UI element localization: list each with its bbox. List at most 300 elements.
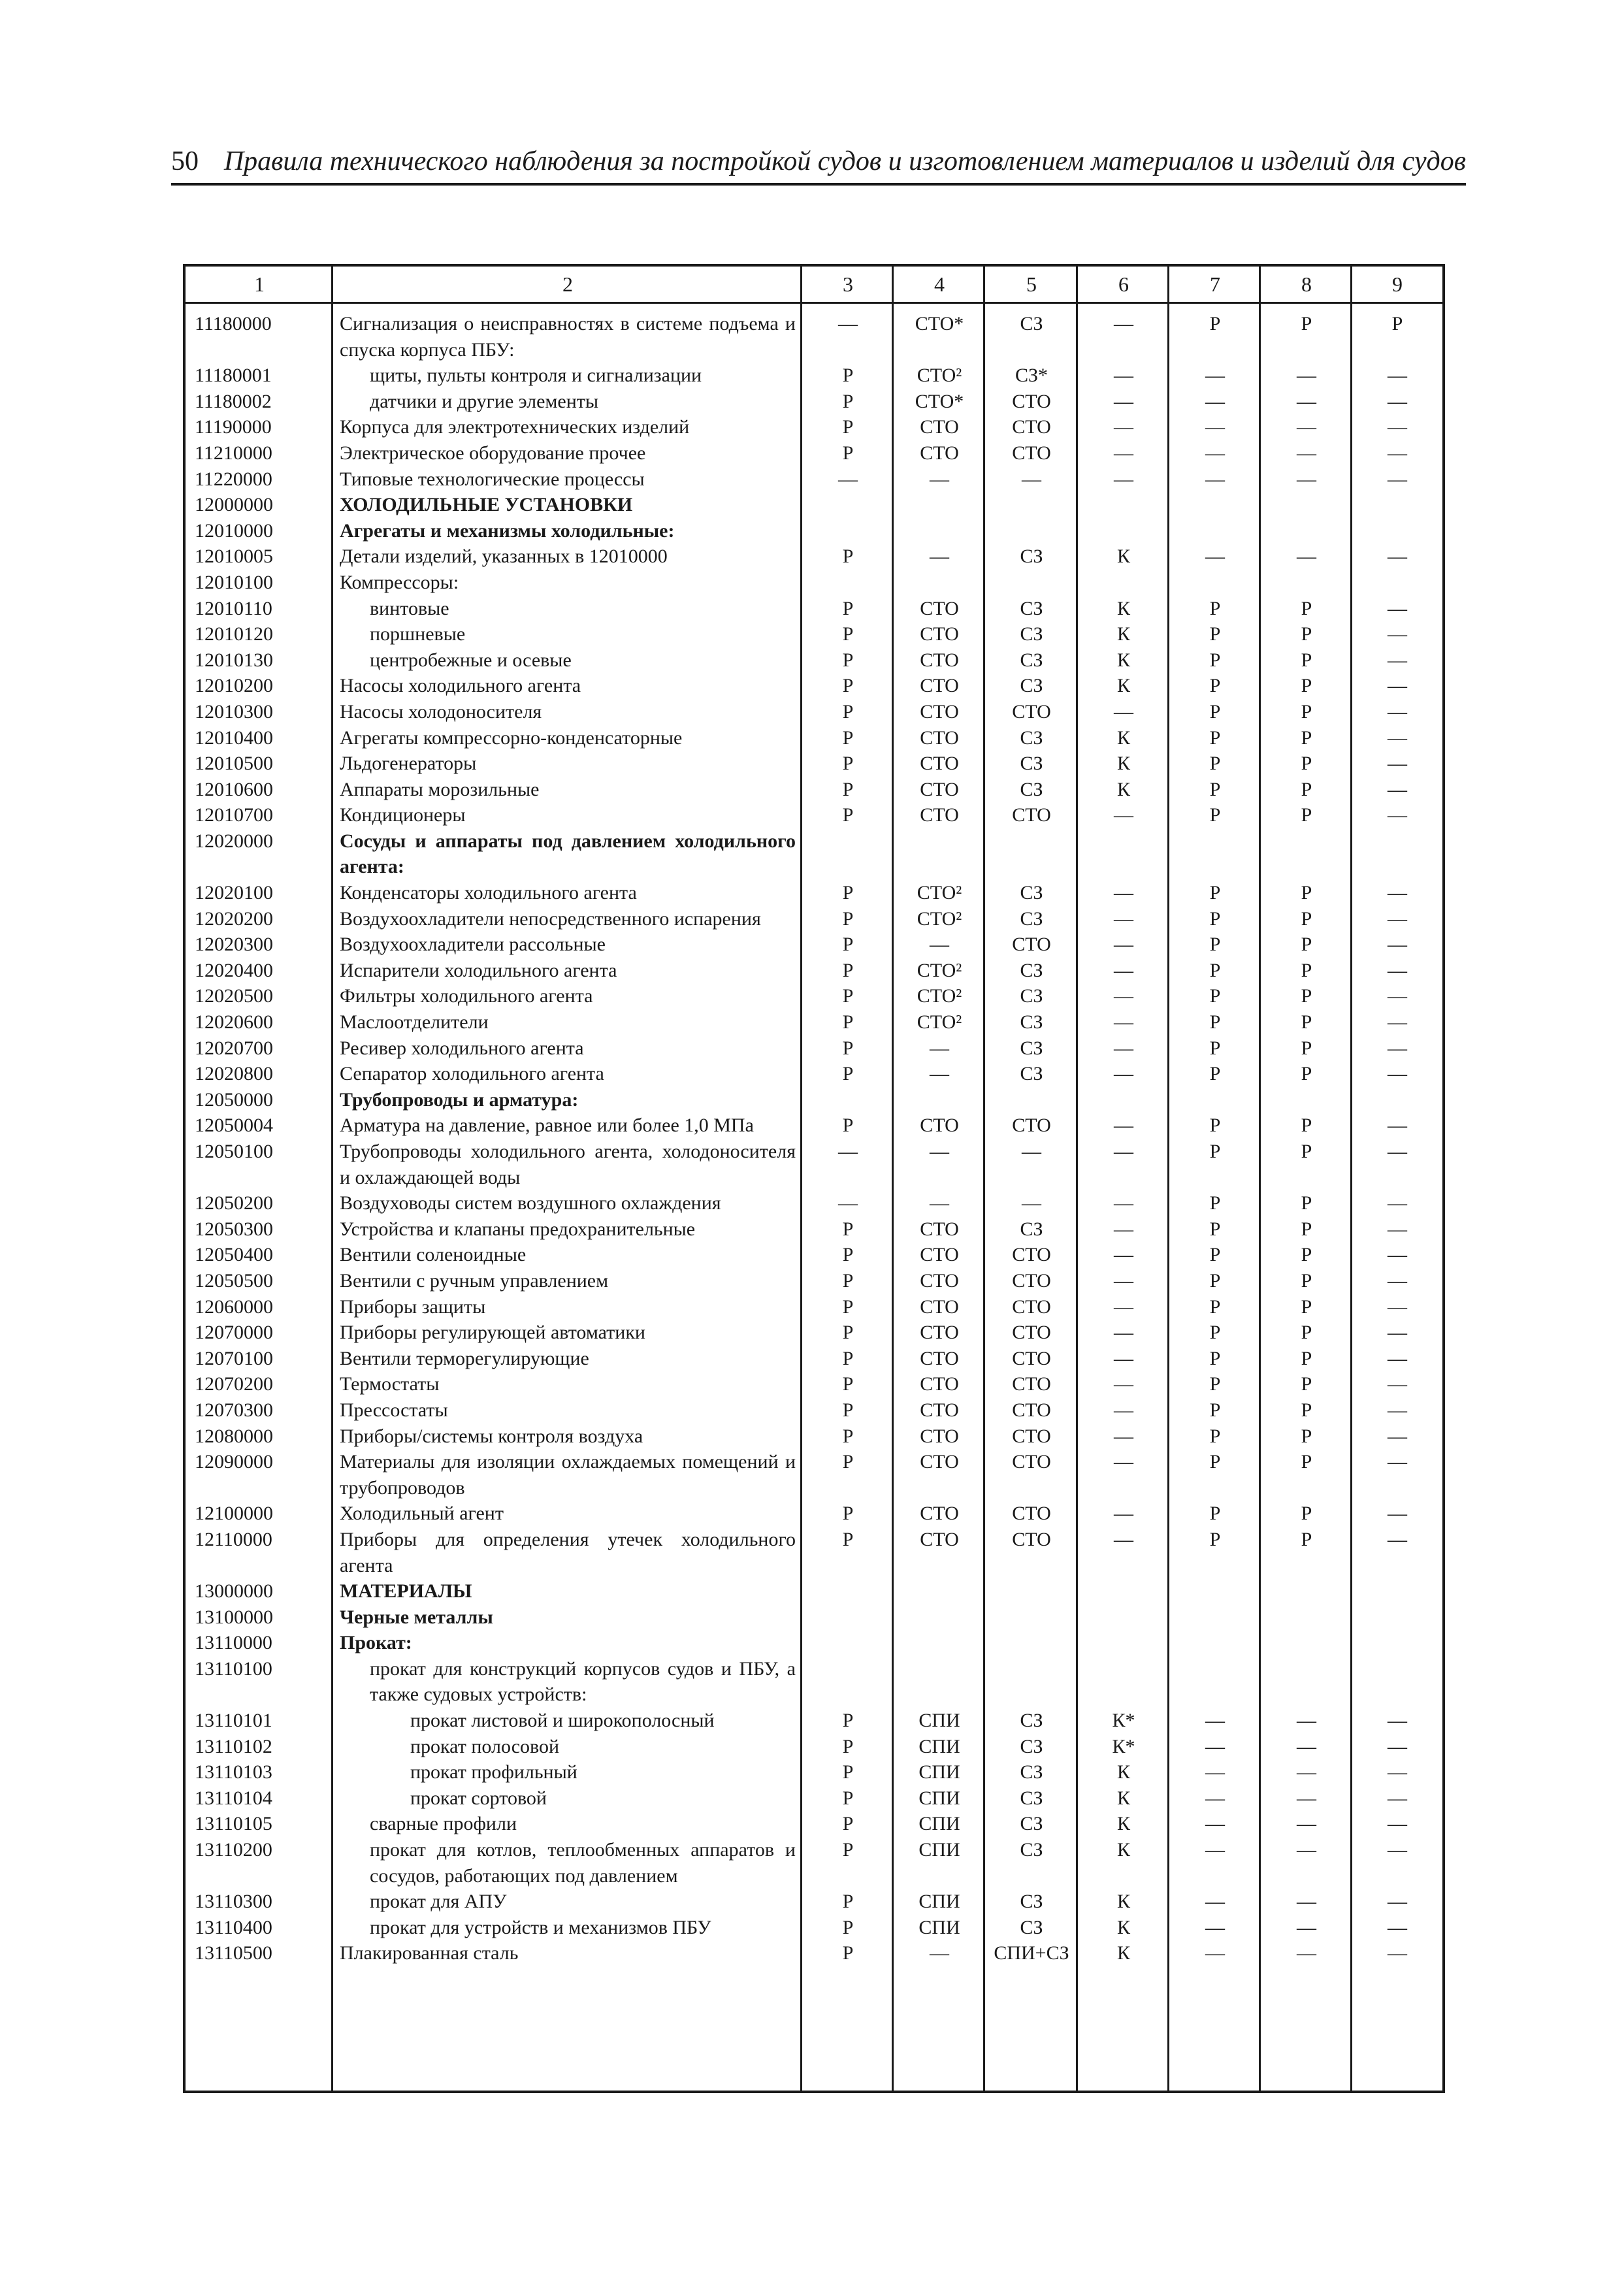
cell-col-9: —	[1388, 778, 1407, 800]
cell-col-3: Р	[842, 907, 854, 930]
cell-col-4: СТО*	[915, 313, 964, 334]
cell-col-6	[1078, 518, 1169, 544]
cell-col-5: СЗ	[1020, 597, 1043, 619]
cell-col-4: —	[930, 1942, 949, 1964]
cell-col-4: СТО	[920, 1451, 959, 1473]
cell-col-3: Р	[842, 1244, 854, 1266]
cell-col-3: Р	[842, 1503, 854, 1525]
item-code: 12050000	[195, 1088, 273, 1111]
cell-col-5: СЗ	[1020, 313, 1043, 334]
cell-col-7: Р	[1209, 1011, 1221, 1034]
cell-col-5: СЗ	[1020, 726, 1043, 749]
item-code: 12010600	[195, 778, 273, 800]
item-name: Компрессоры:	[340, 571, 459, 593]
column-header: 6	[1118, 272, 1129, 296]
cell-col-5: СПИ+СЗ	[994, 1942, 1069, 1964]
cell-col-4: СТО	[920, 649, 959, 671]
cell-col-6: К	[1116, 1839, 1130, 1861]
cell-col-6: —	[1114, 882, 1133, 904]
cell-col-4: СТО	[920, 1425, 959, 1447]
cell-col-3: Р	[842, 1011, 854, 1034]
item-code: 12020300	[195, 934, 273, 956]
item-code: 12020100	[195, 882, 273, 904]
cell-col-4: —	[930, 1192, 949, 1214]
cell-col-9	[1352, 1578, 1442, 1604]
item-name: винтовые	[370, 597, 449, 619]
cell-col-7	[1169, 518, 1261, 544]
cell-col-6: К	[1116, 649, 1130, 671]
cell-col-7	[1169, 1578, 1261, 1604]
cell-col-9: —	[1388, 804, 1407, 826]
cell-col-6: —	[1114, 1063, 1133, 1085]
table-row	[186, 1061, 1442, 1087]
cell-col-7: Р	[1209, 985, 1221, 1007]
cell-col-3: Р	[842, 390, 854, 412]
item-code: 12070200	[195, 1373, 273, 1395]
table-row	[186, 1630, 1442, 1656]
cell-col-8: Р	[1301, 649, 1312, 671]
item-name: Конденсаторы холодильного агента	[340, 882, 637, 904]
cell-col-8: Р	[1301, 1192, 1312, 1214]
cell-col-3: —	[838, 313, 858, 334]
table-row	[186, 1811, 1442, 1837]
cell-col-3: Р	[842, 1735, 854, 1757]
cell-col-6: —	[1114, 700, 1133, 723]
item-name: Электрическое оборудование прочее	[340, 442, 646, 464]
cell-col-4: СТО	[920, 1399, 959, 1421]
running-title: Правила технического наблюдения за постройкой судов и изготовлением материалов и изделий для судов	[223, 146, 1466, 176]
cell-col-5	[985, 828, 1078, 880]
item-name: ХОЛОДИЛЬНЫЕ УСТАНОВКИ	[340, 494, 633, 516]
table-row	[186, 302, 1442, 363]
cell-col-9: —	[1388, 1373, 1407, 1395]
table-row	[186, 699, 1442, 725]
cell-col-5: СЗ	[1020, 545, 1043, 568]
cell-col-7	[1169, 492, 1261, 518]
cell-col-3: Р	[842, 753, 854, 775]
cell-col-4	[894, 1630, 985, 1656]
cell-col-3	[802, 518, 894, 544]
cell-col-8: Р	[1301, 675, 1312, 697]
cell-col-9	[1352, 828, 1442, 880]
cell-col-5: —	[1022, 1192, 1041, 1214]
cell-col-4: СТО	[920, 1295, 959, 1318]
cell-col-7: Р	[1209, 753, 1221, 775]
cell-col-3: Р	[842, 1813, 854, 1835]
cell-col-8: —	[1297, 390, 1316, 412]
cell-col-7: —	[1205, 416, 1225, 438]
item-code: 12010130	[195, 649, 273, 671]
cell-col-9	[1352, 492, 1442, 518]
cell-col-8	[1261, 570, 1352, 596]
item-code: 12010700	[195, 804, 273, 826]
cell-col-6: —	[1114, 1011, 1133, 1034]
item-name: Льдогенераторы	[340, 753, 477, 775]
cell-col-4	[894, 1087, 985, 1113]
cell-col-8: Р	[1301, 1063, 1312, 1085]
cell-col-4: —	[930, 1063, 949, 1085]
item-name: Воздухоохладители непосредственного испарения	[340, 907, 761, 930]
cell-col-4: СТО²	[917, 985, 962, 1007]
cell-col-4: СТО	[920, 778, 959, 800]
cell-col-7: —	[1205, 1942, 1225, 1964]
cell-col-7: Р	[1209, 1347, 1221, 1369]
table-row	[186, 1087, 1442, 1113]
cell-col-6: К	[1116, 675, 1130, 697]
cell-col-5: СЗ	[1020, 649, 1043, 671]
cell-col-8: Р	[1301, 882, 1312, 904]
cell-col-6: —	[1114, 1503, 1133, 1525]
item-name: Устройства и клапаны предохранительные	[340, 1218, 696, 1240]
cell-col-8: Р	[1301, 1373, 1312, 1395]
table-row	[186, 983, 1442, 1009]
cell-col-5: СТО	[1012, 1244, 1051, 1266]
cell-col-6: —	[1114, 1347, 1133, 1369]
cell-col-6	[1078, 570, 1169, 596]
cell-col-9: —	[1388, 545, 1407, 568]
cell-col-9: —	[1388, 1269, 1407, 1292]
cell-col-3: Р	[842, 1037, 854, 1059]
cell-col-9: —	[1388, 1192, 1407, 1214]
cell-col-8: —	[1297, 1916, 1316, 1938]
cell-col-9: —	[1388, 1528, 1407, 1550]
cell-col-9: —	[1388, 1037, 1407, 1059]
cell-col-8: Р	[1301, 1011, 1312, 1034]
item-code: 13110300	[195, 1891, 272, 1913]
table-row	[186, 1294, 1442, 1320]
column-header-row	[186, 267, 1442, 302]
cell-col-3	[802, 1656, 894, 1708]
cell-col-3: Р	[842, 545, 854, 568]
cell-col-6: —	[1114, 1037, 1133, 1059]
data-table	[186, 267, 1442, 1966]
item-code: 11220000	[195, 468, 272, 490]
cell-col-9: —	[1388, 1813, 1407, 1835]
table-row	[186, 1035, 1442, 1062]
item-code: 12070100	[195, 1347, 273, 1369]
table-row	[186, 1708, 1442, 1734]
cell-col-5: —	[1022, 1141, 1041, 1162]
cell-col-6: —	[1114, 934, 1133, 956]
cell-col-3: Р	[842, 442, 854, 464]
cell-col-6: —	[1114, 1269, 1133, 1292]
cell-col-8	[1261, 518, 1352, 544]
cell-col-8: Р	[1301, 1218, 1312, 1240]
cell-col-7: Р	[1209, 1451, 1221, 1473]
cell-col-3: Р	[842, 1218, 854, 1240]
column-header: 8	[1301, 272, 1312, 296]
table-row	[186, 1216, 1442, 1243]
item-code: 12000000	[195, 494, 273, 516]
cell-col-8: Р	[1301, 1425, 1312, 1447]
item-code: 13110100	[195, 1657, 272, 1680]
cell-col-9: —	[1388, 1011, 1407, 1034]
cell-col-3	[802, 828, 894, 880]
cell-col-9: —	[1388, 468, 1407, 490]
cell-col-4: СТО	[920, 1347, 959, 1369]
cell-col-4: СТО	[920, 623, 959, 645]
cell-col-6: —	[1114, 1115, 1133, 1137]
table-row	[186, 802, 1442, 828]
cell-col-5: СЗ	[1020, 675, 1043, 697]
cell-col-3: Р	[842, 365, 854, 387]
cell-col-5: СТО	[1012, 700, 1051, 723]
cell-col-6: —	[1114, 1192, 1133, 1214]
item-code: 12010200	[195, 675, 273, 697]
cell-col-4	[894, 1604, 985, 1631]
table-row	[186, 1009, 1442, 1035]
cell-col-7: —	[1205, 545, 1225, 568]
cell-col-7: Р	[1209, 1322, 1221, 1344]
cell-col-7: Р	[1209, 675, 1221, 697]
cell-col-9: —	[1388, 365, 1407, 387]
cell-col-9: —	[1388, 1761, 1407, 1783]
cell-col-9: —	[1388, 1735, 1407, 1757]
item-code: 12020600	[195, 1011, 273, 1034]
cell-col-3: Р	[842, 1063, 854, 1085]
item-name: Аппараты морозильные	[340, 778, 540, 800]
cell-col-3: Р	[842, 934, 854, 956]
cell-col-9: —	[1388, 700, 1407, 723]
cell-col-6: К	[1116, 778, 1130, 800]
cell-col-7: Р	[1209, 726, 1221, 749]
cell-col-3: Р	[842, 649, 854, 671]
item-code: 12010100	[195, 571, 273, 593]
cell-col-9: —	[1388, 1451, 1407, 1473]
item-name: прокат для котлов, теплообменных аппаратов и сосудов, работающих под давлением	[370, 1839, 796, 1887]
cell-col-5: СЗ	[1020, 1011, 1043, 1034]
cell-col-4: СТО	[920, 1322, 959, 1344]
cell-col-9: —	[1388, 1063, 1407, 1085]
cell-col-6: К	[1116, 545, 1130, 568]
table-row	[186, 570, 1442, 596]
cell-col-5: СЗ	[1020, 778, 1043, 800]
cell-col-7: Р	[1209, 597, 1221, 619]
classification-table	[183, 264, 1445, 2093]
item-code: 12100000	[195, 1503, 273, 1525]
item-name: прокат сортовой	[410, 1787, 547, 1809]
cell-col-5: СЗ	[1020, 1735, 1043, 1757]
cell-col-6: —	[1114, 1322, 1133, 1344]
cell-col-7: Р	[1209, 1425, 1221, 1447]
cell-col-8: —	[1297, 1761, 1316, 1783]
item-code: 12010110	[195, 597, 272, 619]
cell-col-9: —	[1388, 1942, 1407, 1964]
cell-col-7: Р	[1209, 1063, 1221, 1085]
cell-col-7	[1169, 828, 1261, 880]
cell-col-9	[1352, 1630, 1442, 1656]
item-name: Вентили с ручным управлением	[340, 1269, 609, 1292]
cell-col-3	[802, 570, 894, 596]
cell-col-9	[1352, 1604, 1442, 1631]
cell-col-8	[1261, 492, 1352, 518]
cell-col-5: СТО	[1012, 1503, 1051, 1525]
table-row	[186, 440, 1442, 466]
item-name: Маслоотделители	[340, 1011, 489, 1034]
cell-col-3	[802, 492, 894, 518]
cell-col-6: —	[1114, 365, 1133, 387]
item-name: Прокат:	[340, 1632, 412, 1654]
cell-col-7: —	[1205, 365, 1225, 387]
cell-col-5	[985, 492, 1078, 518]
cell-col-8	[1261, 1087, 1352, 1113]
cell-col-8: Р	[1301, 623, 1312, 645]
cell-col-3: Р	[842, 700, 854, 723]
item-name: Приборы регулирующей автоматики	[340, 1322, 645, 1344]
cell-col-5: СТО	[1012, 1347, 1051, 1369]
cell-col-5: СТО	[1012, 1451, 1051, 1473]
cell-col-3: —	[838, 1141, 858, 1162]
item-code: 12110000	[195, 1528, 272, 1550]
cell-col-3: —	[838, 468, 858, 490]
cell-col-4: —	[930, 1141, 949, 1162]
cell-col-5: СЗ	[1020, 1037, 1043, 1059]
item-code: 12010000	[195, 519, 273, 542]
cell-col-4	[894, 1578, 985, 1604]
cell-col-4: СТО	[920, 700, 959, 723]
cell-col-5: СЗ*	[1015, 365, 1048, 387]
cell-col-3: Р	[842, 597, 854, 619]
item-name: Плакированная сталь	[340, 1942, 519, 1964]
table-row	[186, 1759, 1442, 1785]
cell-col-4: СПИ	[918, 1813, 960, 1835]
cell-col-6: К	[1116, 753, 1130, 775]
item-code: 12010120	[195, 623, 273, 645]
cell-col-5: СЗ	[1020, 1813, 1043, 1835]
cell-col-5: СЗ	[1020, 1218, 1043, 1240]
cell-col-9: —	[1388, 390, 1407, 412]
cell-col-5: СТО	[1012, 390, 1051, 412]
cell-col-4: СТО	[920, 1503, 959, 1525]
cell-col-5: СТО	[1012, 1399, 1051, 1421]
cell-col-3: Р	[842, 1425, 854, 1447]
cell-col-3: Р	[842, 1891, 854, 1913]
cell-col-4: СТО	[920, 1528, 959, 1550]
cell-col-5: СТО	[1012, 1269, 1051, 1292]
cell-col-7: Р	[1209, 882, 1221, 904]
cell-col-6: —	[1114, 985, 1133, 1007]
cell-col-7: Р	[1209, 1218, 1221, 1240]
cell-col-6: —	[1114, 1218, 1133, 1240]
table-row	[186, 363, 1442, 389]
cell-col-6: К*	[1112, 1710, 1135, 1732]
cell-col-4: СТО²	[917, 1011, 962, 1034]
cell-col-8	[1261, 828, 1352, 880]
item-name: Насосы холодоносителя	[340, 700, 542, 723]
table-row	[186, 880, 1442, 906]
cell-col-7	[1169, 1604, 1261, 1631]
cell-col-5: СТО	[1012, 416, 1051, 438]
cell-col-4: СТО²	[917, 907, 962, 930]
item-name: Приборы для определения утечек холодильного агента	[340, 1528, 796, 1576]
item-name: Ресивер холодильного агента	[340, 1037, 584, 1059]
cell-col-7: Р	[1209, 959, 1221, 981]
cell-col-9: —	[1388, 882, 1407, 904]
cell-col-6: —	[1114, 804, 1133, 826]
item-code: 13110102	[195, 1735, 272, 1757]
cell-col-6: К	[1116, 1813, 1130, 1835]
cell-col-9: —	[1388, 1891, 1407, 1913]
table-row	[186, 1242, 1442, 1268]
cell-col-5	[985, 1578, 1078, 1604]
item-name: Агрегаты компрессорно-конденсаторные	[340, 726, 683, 749]
cell-col-3: Р	[842, 1269, 854, 1292]
cell-col-4	[894, 570, 985, 596]
item-name: датчики и другие элементы	[370, 390, 599, 412]
cell-col-3: —	[838, 1192, 858, 1214]
table-body	[186, 302, 1442, 1966]
cell-col-6	[1078, 1604, 1169, 1631]
cell-col-9: —	[1388, 1115, 1407, 1137]
cell-col-5	[985, 1087, 1078, 1113]
cell-col-9: —	[1388, 416, 1407, 438]
cell-col-9: —	[1388, 753, 1407, 775]
table-row	[186, 1371, 1442, 1397]
cell-col-3: Р	[842, 1373, 854, 1395]
item-code: 12020700	[195, 1037, 273, 1059]
cell-col-5: СЗ	[1020, 753, 1043, 775]
cell-col-3: Р	[842, 1916, 854, 1938]
cell-col-5: СТО	[1012, 1373, 1051, 1395]
column-header: 5	[1026, 272, 1037, 296]
item-code: 12050500	[195, 1269, 273, 1292]
cell-col-8: —	[1297, 442, 1316, 464]
cell-col-8: Р	[1301, 1244, 1312, 1266]
cell-col-9: —	[1388, 959, 1407, 981]
column-header: 2	[562, 272, 573, 296]
cell-col-9: —	[1388, 1787, 1407, 1809]
cell-col-3: Р	[842, 1787, 854, 1809]
cell-col-7: —	[1205, 1813, 1225, 1835]
cell-col-8	[1261, 1656, 1352, 1708]
cell-col-8: —	[1297, 545, 1316, 568]
cell-col-7: Р	[1209, 1244, 1221, 1266]
cell-col-9: —	[1388, 649, 1407, 671]
cell-col-5	[985, 1656, 1078, 1708]
cell-col-7: Р	[1209, 907, 1221, 930]
cell-col-6: —	[1114, 313, 1133, 334]
cell-col-7: —	[1205, 1891, 1225, 1913]
item-name: Арматура на давление, равное или более 1,0 МПа	[340, 1115, 754, 1137]
cell-col-8: —	[1297, 468, 1316, 490]
cell-col-8: Р	[1301, 907, 1312, 930]
cell-col-9: —	[1388, 1399, 1407, 1421]
cell-col-4	[894, 492, 985, 518]
table-row	[186, 673, 1442, 699]
table-row	[186, 1734, 1442, 1760]
cell-col-9: —	[1388, 726, 1407, 749]
cell-col-9: —	[1388, 1322, 1407, 1344]
table-row	[186, 1889, 1442, 1915]
cell-col-3: Р	[842, 1451, 854, 1473]
cell-col-3: Р	[842, 1710, 854, 1732]
cell-col-6: —	[1114, 1295, 1133, 1318]
cell-col-7: Р	[1209, 1037, 1221, 1059]
cell-col-6: —	[1114, 959, 1133, 981]
cell-col-9: —	[1388, 442, 1407, 464]
cell-col-9: —	[1388, 1839, 1407, 1861]
table-row	[186, 389, 1442, 415]
item-code: 12020800	[195, 1063, 273, 1085]
item-name: Фильтры холодильного агента	[340, 985, 593, 1007]
item-name: центробежные и осевые	[370, 649, 572, 671]
cell-col-5: СТО	[1012, 442, 1051, 464]
cell-col-8: Р	[1301, 1269, 1312, 1292]
cell-col-5: СТО	[1012, 1295, 1051, 1318]
cell-col-5: СЗ	[1020, 1063, 1043, 1085]
cell-col-6	[1078, 1630, 1169, 1656]
item-name: Трубопроводы холодильного агента, холодоносителя и охлаждающей воды	[340, 1141, 796, 1188]
